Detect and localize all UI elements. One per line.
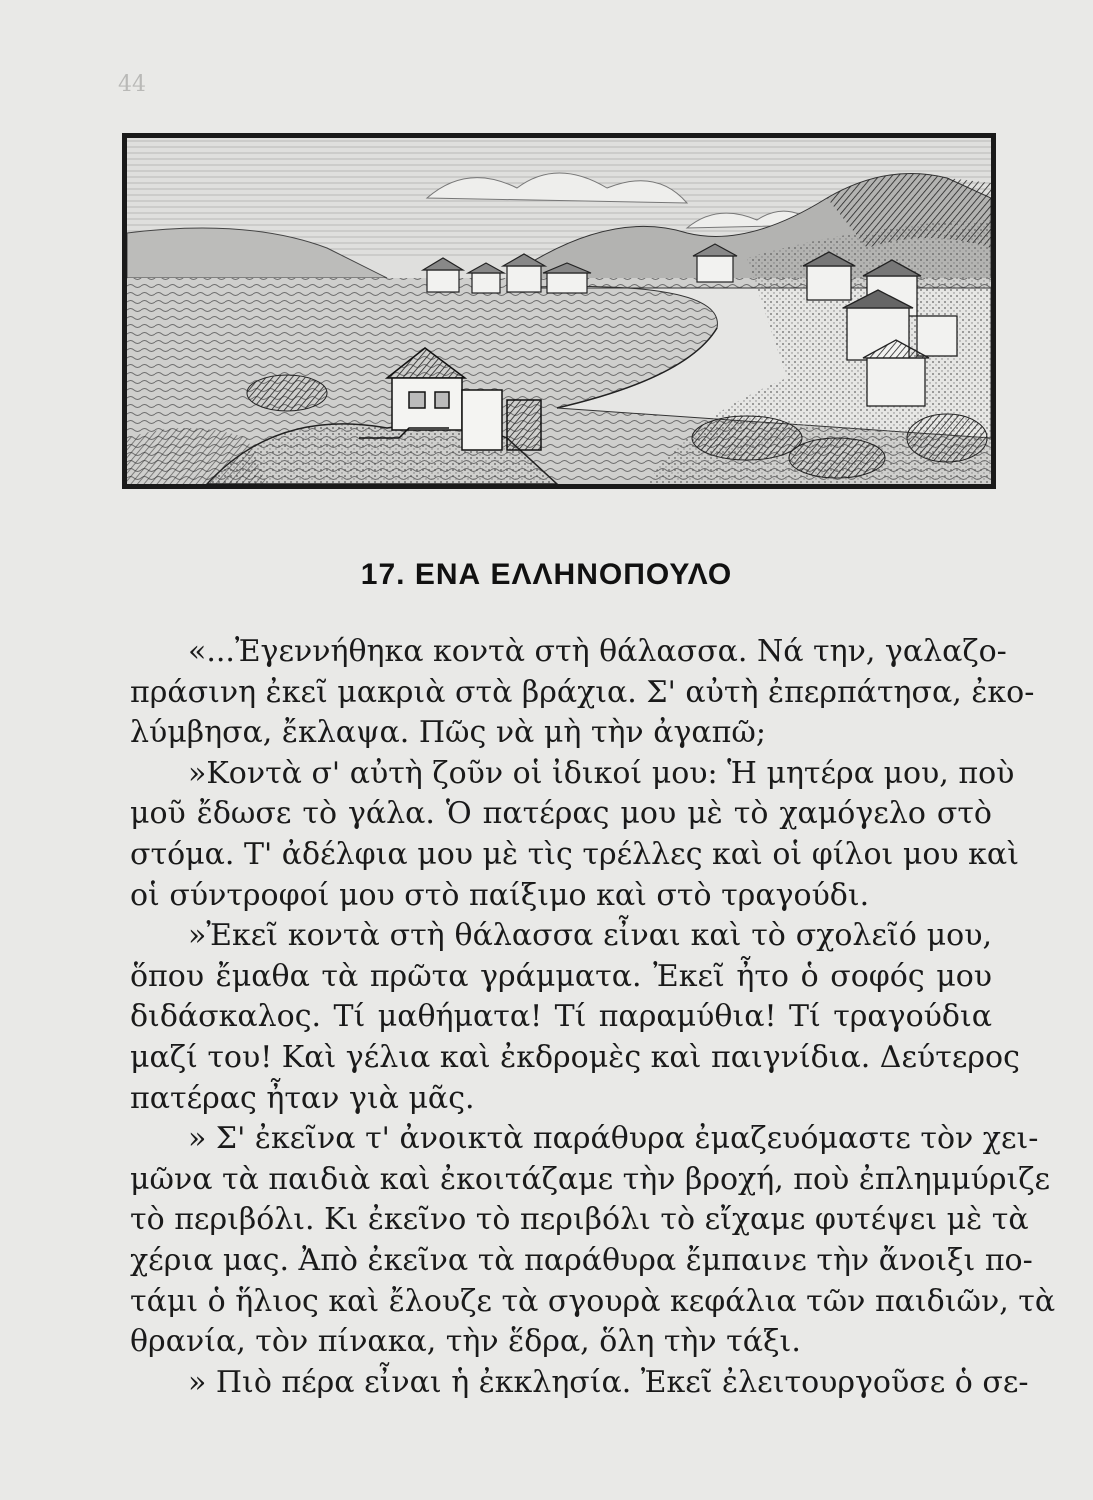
body-text bbox=[130, 632, 1056, 1403]
text-line: χέρια μας. Ἀπὸ ἐκεῖνα τὰ παράθυρα ἔμπαινε τὴν ἄνοιξι πο- bbox=[130, 1242, 1033, 1278]
text-line: πράσινη ἐκεῖ μακριὰ στὰ βράχια. Σ' αὐτὴ ἐπερπάτησα, ἐκο- bbox=[130, 674, 1035, 710]
text-line: οἱ σύντροφοί μου στὸ παίξιμο καὶ στὸ τραγούδι. bbox=[130, 877, 870, 913]
text-line: » Πιὸ πέρα εἶναι ἡ ἐκκλησία. Ἐκεῖ ἐλειτουργοῦσε ὁ σε- bbox=[188, 1364, 1029, 1400]
text-line: πατέρας ἦταν γιὰ μᾶς. bbox=[130, 1080, 475, 1116]
text-line: «...Ἐγεννήθηκα κοντὰ στὴ θάλασσα. Νά την, γαλαζο- bbox=[188, 634, 1007, 669]
text-line: τὸ περιβόλι. Κι ἐκεῖνο τὸ περιβόλι τὸ εἴχαμε φυτέψει μὲ τὰ bbox=[130, 1202, 1029, 1238]
text-line: θρανία, τὸν πίνακα, τὴν ἕδρα, ὅλη τὴν τάξι. bbox=[130, 1324, 801, 1360]
text-line: » Σ' ἐκεῖνα τ' ἀνοικτὰ παράθυρα ἐμαζευόμαστε τὸν χει- bbox=[188, 1121, 1039, 1157]
text-line: μαζί του! Καὶ γέλια καὶ ἐκδρομὲς καὶ παιγνίδια. Δεύτερος bbox=[130, 1039, 1020, 1075]
seaside-village-engraving bbox=[127, 138, 991, 484]
text-line: »Κοντὰ σ' αὐτὴ ζοῦν οἱ ἰδικοί μου: Ἡ μητέρα μου, ποὺ bbox=[188, 755, 1015, 791]
chapter-title: 17. ΕΝΑ ΕΛΛΗΝΟΠΟΥΛΟ bbox=[360, 558, 733, 591]
text-line: στόμα. Τ' ἀδέλφια μου μὲ τὶς τρέλλες καὶ οἱ φίλοι μου καὶ bbox=[130, 836, 1019, 872]
text-line: ὅπου ἔμαθα τὰ πρῶτα γράμματα. Ἐκεῖ ἦτο ὁ σοφός μου bbox=[130, 958, 992, 994]
page-number: 44 bbox=[118, 72, 146, 97]
text-line: τάμι ὁ ἥλιος καὶ ἔλουζε τὰ σγουρὰ κεφάλια τῶν παιδιῶν, τὰ bbox=[130, 1283, 1056, 1319]
text-line: λύμβησα, ἔκλαψα. Πῶς νὰ μὴ τὴν ἀγαπῶ; bbox=[130, 715, 766, 751]
paragraph bbox=[130, 916, 1020, 1119]
text-line: μοῦ ἔδωσε τὸ γάλα. Ὁ πατέρας μου μὲ τὸ χαμόγελο στὸ bbox=[130, 796, 992, 832]
text-line: διδάσκαλος. Τί μαθήματα! Τί παραμύθια! Τί τραγούδια bbox=[130, 999, 992, 1035]
paragraph bbox=[130, 754, 1019, 916]
text-line: »Ἐκεῖ κοντὰ στὴ θάλασσα εἶναι καὶ τὸ σχολεῖό μου, bbox=[188, 918, 992, 954]
paragraph bbox=[130, 1363, 1029, 1404]
paragraph bbox=[130, 1119, 1056, 1363]
text-line: μῶνα τὰ παιδιὰ καὶ ἐκοιτάζαμε τὴν βροχή, ποὺ ἐπλημμύριζε bbox=[130, 1161, 1051, 1197]
village-illustration bbox=[122, 133, 996, 489]
paragraph bbox=[130, 632, 1035, 754]
